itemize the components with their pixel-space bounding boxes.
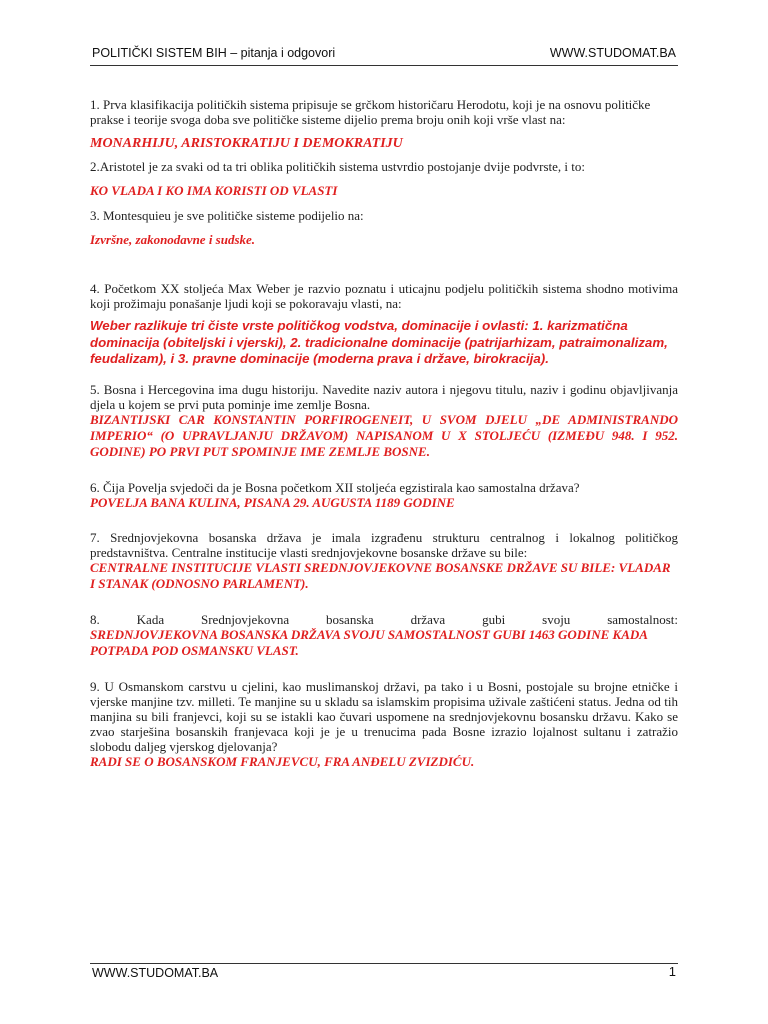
question-6: 6. Čija Povelja svjedoči da je Bosna početkom XII stoljeća egzistirala kao samostalna država? [90,479,580,495]
answer-8: SREDNJOVJEKOVNA BOSANSKA DRŽAVA SVOJU SAMOSTALNOST GUBI 1463 GODINE KADA POTPADA POD OSMANSKU VLAST. [90,626,648,658]
footer-divider [90,963,678,964]
answer-1: MONARHIJU, ARISTOKRATIJU I DEMOKRATIJU [90,136,403,151]
header-site: WWW.STUDOMAT.BA [549,46,676,60]
question-7: 7. Srednjovjekovna bosanska država je imala izgrađenu strukturu centralnog i lokalnog političkog predstavništva. Centralne institucije vlasti srednjovjekovne bosanske države su bile: [90,529,678,560]
answer-4: Weber razlikuje tri čiste vrste političkog vodstva, dominacije i ovlasti: 1. karizmatična dominacija (obiteljski i vjerski), 2. tradicionalne dominacije (patrijarhizam, patraimonalizam, feudalizam), i 3. pravne dominacije (moderna prava i države, birokracija). [90,318,668,366]
header-divider [90,65,678,66]
question-2: 2.Aristotel je za svaki od ta tri oblika političkih sistema ustvrdio postojanje dvije podvrste, i to: [90,159,586,174]
page-header [92,42,676,64]
answer-6: POVELJA BANA KULINA, PISANA 29. AUGUSTA 1189 GODINE [90,494,455,510]
question-5: 5. Bosna i Hercegovina ima dugu historiju. Navedite naziv autora i njegovu titulu, naziv i godinu objavljivanja djela u kojem se prvi puta pominje ime zemlje Bosna. [90,381,678,412]
answer-5: BIZANTIJSKI CAR KONSTANTIN PORFIROGENEIT, U SVOM DJELU „DE ADMINISTRANDO IMPERIO“ (O UPRAVLJANJU DRŽAVOM) NAPISANOM U X STOLJEĆU (IZMEĐU 948. I 952. GODINE) PO PRVI PUT SPOMINJE IME ZEMLJE BOSNE. [90,411,678,459]
question-9: 9. U Osmanskom carstvu u cjelini, kao muslimanskoj državi, pa tako i u Bosni, postojale su brojne etničke i vjerske manjine tzv. milleti. Te manjine su u skladu sa islamskim propisima uživale zaštićeni status. Jedna od tih manjina su bili franjevci, koji su se istakli kao čuvari uspomene na srednjovjekovnu bosansku državu. Kako se zvao starješina bosanskih franjevaca koji je je u trenucima pada Bosne izrazio lojalnost sultanu i zatražio slobodu daljeg vjerskog djelovanja? [90,678,678,754]
answer-7: CENTRALNE INSTITUCIJE VLASTI SREDNJOVJEKOVNE BOSANSKE DRŽAVE SU BILE: VLADAR I STANAK (ODNOSNO PARLAMENT). [90,559,671,591]
answer-9: RADI SE O BOSANSKOM FRANJEVCU, FRA ANĐELU ZVIZDIĆU. [90,753,475,769]
footer-site: WWW.STUDOMAT.BA [92,966,219,980]
answer-3: Izvršne, zakonodavne i sudske. [90,232,256,247]
question-1: 1. Prva klasifikacija političkih sistema pripisuje se grčkom historičaru Herodotu, koji je na osnovu političke prakse i teorije svoga doba sve političke sisteme dijelio prema broju onih koji vrše vlast na: [90,97,651,127]
page-number: 1 [668,964,676,979]
answer-2: KO VLADA I KO IMA KORISTI OD VLASTI [90,183,338,198]
question-4: 4. Početkom XX stoljeća Max Weber je razvio poznatu i uticajnu podjelu političkih sistema shodno motivima koji prožimaju ponašanje ljudi koji se pokoravaju vlasti, na: [90,281,678,311]
header-title: POLITIČKI SISTEM BIH – pitanja i odgovori [92,46,336,60]
document-body [90,97,678,770]
question-8: 8. Kada Srednjovjekovna bosanska država gubi svoju samostalnost: [90,611,678,627]
question-3: 3. Montesquieu je sve političke sisteme podijelio na: [90,208,364,223]
